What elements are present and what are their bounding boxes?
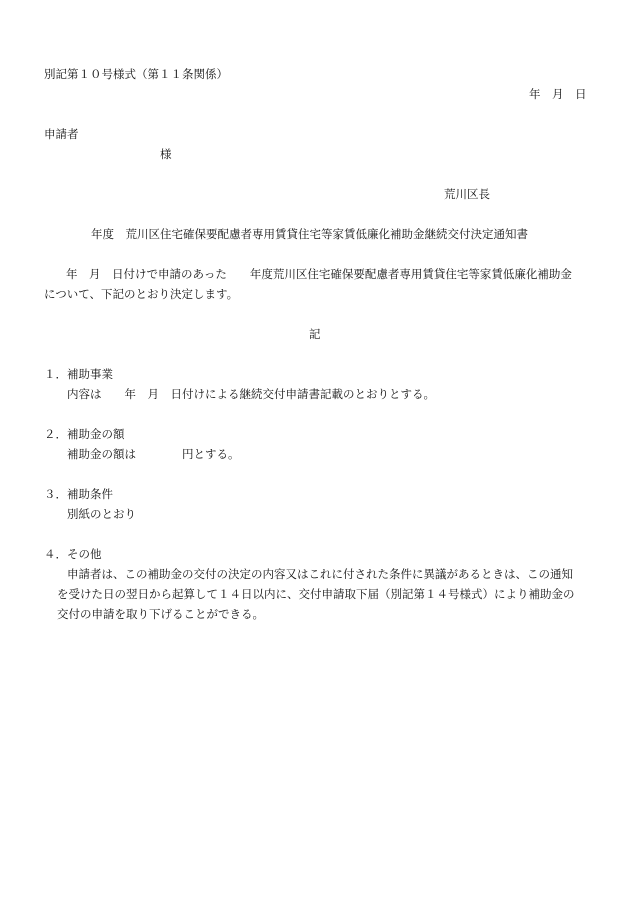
applicant-label: 申請者 — [44, 127, 79, 141]
intro-text-line-2: について、下記のとおり決定します。 — [44, 287, 239, 301]
intro-text-line-1: 年 月 日付けで申請のあった 年度荒川区住宅確保要配慮者専用賃貸住宅等家賃低廉化補助金 — [66, 267, 572, 281]
section-2-text: 補助金の額は 円とする。 — [67, 447, 240, 461]
issuer-name: 荒川区長 — [444, 187, 490, 201]
section-4-heading: ４．その他 — [44, 547, 102, 561]
section-3-heading: ３．補助条件 — [44, 487, 113, 501]
ki-heading: 記 — [309, 327, 321, 341]
section-2-heading: ２．補助金の額 — [44, 427, 125, 441]
form-number: 別記第１０号様式（第１１条関係） — [44, 67, 228, 81]
date-line: 年 月 日 — [529, 87, 587, 101]
section-4-text-line-1: 申請者は、この補助金の交付の決定の内容又はこれに付された条件に異議があるときは、この通知 — [67, 567, 573, 581]
section-4-text-line-3: 交付の申請を取り下げることができる。 — [57, 607, 264, 621]
honorific: 様 — [160, 147, 172, 161]
section-4-text-line-2: を受けた日の翌日から起算して１４日以内に、交付申請取下届（別記第１４号様式）により補助金の — [57, 587, 575, 601]
section-1-text: 内容は 年 月 日付けによる継続交付申請書記載のとおりとする。 — [67, 387, 435, 401]
section-1-heading: １．補助事業 — [44, 367, 113, 381]
document-title: 年度 荒川区住宅確保要配慮者専用賃貸住宅等家賃低廉化補助金継続交付決定通知書 — [91, 227, 528, 241]
section-3-text: 別紙のとおり — [67, 507, 136, 521]
